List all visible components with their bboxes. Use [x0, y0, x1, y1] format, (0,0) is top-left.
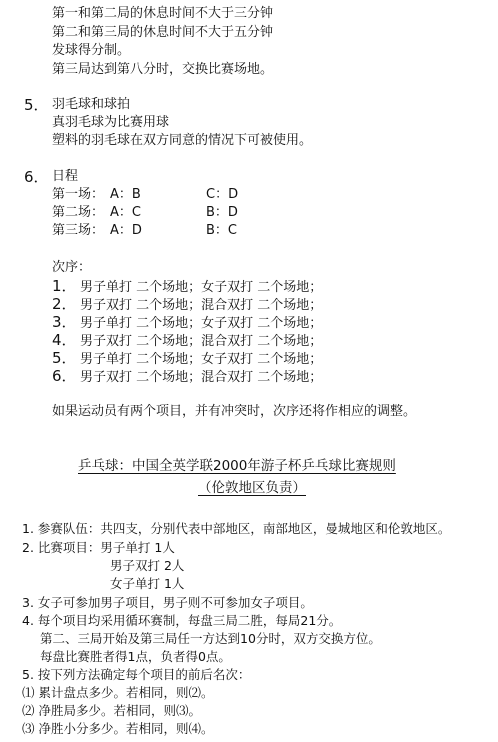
schedule-match-b: B：C: [206, 223, 237, 238]
schedule-match-b: C：D: [206, 187, 239, 202]
section-5-line-2: 塑料的羽毛球在双方同意的情况下可被使用。: [52, 133, 313, 148]
pingpong-subtitle: （伦敦地区负责）: [198, 480, 306, 496]
schedule-match-a: A：D: [110, 223, 142, 238]
schedule-row-2: [52, 206, 238, 219]
pp-line-10: ⑴ 累计盘点多少。若相同，则⑵。: [22, 685, 214, 700]
section-5-heading: 羽毛球和球拍: [52, 97, 131, 112]
section-6-heading: 日程: [52, 169, 79, 184]
section-5-number: 5．: [24, 96, 49, 114]
order-text: 男子双打 二个场地；混合双打 二个场地；: [80, 298, 323, 313]
pp-line-3: 男子双打 2人: [110, 558, 185, 573]
pp-line-6: 4. 每个项目均采用循环赛制，每盘三局二胜，每局21分。: [22, 613, 342, 628]
order-item-6: [52, 369, 322, 384]
order-item-1: [52, 279, 322, 294]
pp-line-11: ⑵ 净胜局多少。若相同，则⑶。: [22, 703, 201, 718]
pp-line-12: ⑶ 净胜小分多少。若相同，则⑷。: [22, 721, 214, 736]
order-text: 男子双打 二个场地；混合双打 二个场地；: [80, 334, 323, 349]
schedule-match-b: B：D: [206, 205, 238, 220]
section-5-line-1: 真羽毛球为比赛用球: [52, 115, 170, 130]
schedule-label: 第二场：: [52, 205, 105, 220]
order-item-5: [52, 351, 322, 366]
order-number: 6．: [52, 367, 77, 385]
pp-line-4: 女子单打 1人: [110, 576, 185, 591]
order-item-4: [52, 333, 322, 348]
pp-line-8: 每盘比赛胜者得1点，负者得0点。: [40, 649, 231, 664]
order-number: 4．: [52, 331, 77, 349]
order-number: 3．: [52, 313, 77, 331]
pp-line-1: 1. 参赛队伍：共四支，分别代表中部地区，南部地区，曼城地区和伦敦地区。: [22, 521, 451, 536]
schedule-note: 如果运动员有两个项目，并有冲突时，次序还将作相应的调整。: [52, 404, 417, 419]
rule-line-4: 第三局达到第八分时，交换比赛场地。: [52, 62, 274, 77]
order-number: 1．: [52, 277, 77, 295]
pp-line-5: 3. 女子可参加男子项目，男子则不可参加女子项目。: [22, 595, 313, 610]
pp-line-9: 5. 按下列方法确定每个项目的前后名次：: [22, 667, 251, 682]
order-text: 男子单打 二个场地；女子双打 二个场地；: [80, 352, 323, 367]
schedule-row-3: [52, 224, 237, 237]
order-number: 5．: [52, 349, 77, 367]
pingpong-title: 乒乓球：中国全英学联2000年游子杯乒乓球比赛规则: [78, 458, 396, 474]
order-text: 男子双打 二个场地；混合双打 二个场地；: [80, 370, 323, 385]
order-item-2: [52, 297, 322, 312]
pp-line-2: 2. 比赛项目：男子单打 1人: [22, 540, 175, 555]
rule-line-2: 第二和第三局的休息时间不大于五分钟: [52, 25, 274, 40]
section-6-number: 6．: [24, 168, 49, 186]
schedule-label: 第一场：: [52, 187, 105, 202]
order-number: 2．: [52, 295, 77, 313]
order-item-3: [52, 315, 322, 330]
order-text: 男子单打 二个场地；女子双打 二个场地；: [80, 280, 323, 295]
order-text: 男子单打 二个场地；女子双打 二个场地；: [80, 316, 323, 331]
schedule-match-a: A：C: [110, 205, 141, 220]
rule-line-3: 发球得分制。: [52, 43, 131, 58]
schedule-row-1: [52, 188, 238, 201]
schedule-match-a: A：B: [110, 187, 141, 202]
rule-line-1: 第一和第二局的休息时间不大于三分钟: [52, 6, 274, 21]
pp-line-7: 第二、三局开始及第三局任一方达到10分时，双方交换方位。: [40, 631, 381, 646]
schedule-label: 第三场：: [52, 223, 105, 238]
order-label: 次序：: [52, 260, 92, 275]
